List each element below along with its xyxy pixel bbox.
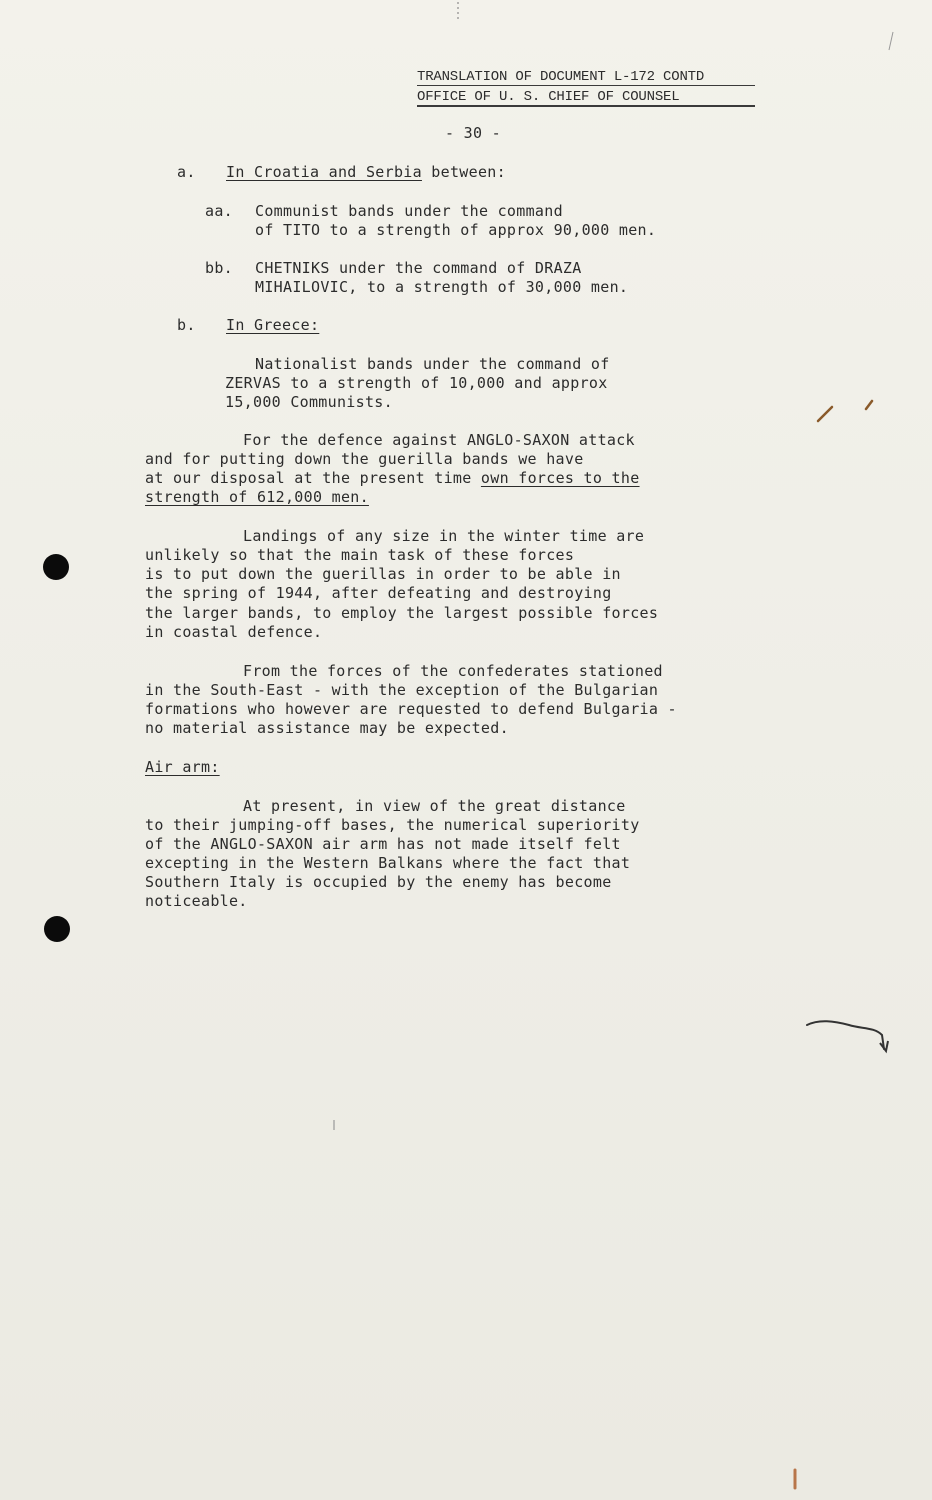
section-b-marker: b.	[177, 316, 196, 334]
section-b-heading: In Greece:	[226, 316, 320, 334]
confederates-line-2: in the South-East - with the exception of the Bulgarian	[145, 681, 659, 699]
defence-line-3-underlined: own forces to the	[480, 469, 640, 487]
punch-hole-icon	[43, 554, 69, 580]
landings-line-5: the larger bands, to employ the largest possible forces	[145, 604, 659, 622]
confederates-line-3: formations who however are requested to defend Bulgaria -	[145, 700, 677, 718]
header-rule-1	[417, 85, 755, 86]
air-arm-line-6: noticeable.	[145, 892, 248, 910]
air-arm-line-3: of the ANGLO-SAXON air arm has not made itself felt	[145, 835, 621, 853]
section-a-heading-tail: between:	[421, 163, 506, 181]
section-a-marker: a.	[177, 163, 196, 181]
section-b-line-1: Nationalist bands under the command of	[255, 355, 610, 373]
landings-line-2: unlikely so that the main task of these forces	[145, 546, 575, 564]
scribble-mark-icon	[804, 1015, 894, 1060]
landings-line-4: the spring of 1944, after defeating and destroying	[145, 584, 612, 602]
defence-line-2: and for putting down the guerilla bands we have	[145, 450, 584, 468]
header-line-1: TRANSLATION OF DOCUMENT L-172 CONTD	[417, 69, 705, 85]
section-b-line-2: ZERVAS to a strength of 10,000 and approx	[225, 374, 608, 392]
top-mark-icon	[452, 0, 464, 26]
speck-mark-icon	[330, 1118, 338, 1134]
air-arm-line-1: At present, in view of the great distance	[243, 797, 626, 815]
air-arm-line-5: Southern Italy is occupied by the enemy has become	[145, 873, 612, 891]
header-line-2: OFFICE OF U. S. CHIEF OF COUNSEL	[417, 89, 680, 105]
confederates-line-1: From the forces of the confederates stationed	[243, 662, 663, 680]
section-a-heading-text: In Croatia and Serbia	[226, 163, 422, 181]
confederates-line-4: no material assistance may be expected.	[145, 719, 509, 737]
defence-line-3-text: at our disposal at the present time	[145, 469, 481, 487]
landings-line-1: Landings of any size in the winter time are	[243, 527, 645, 545]
bottom-mark-icon	[790, 1468, 800, 1492]
landings-line-3: is to put down the guerillas in order to be able in	[145, 565, 621, 583]
subsection-aa-line-1: Communist bands under the command	[255, 202, 563, 220]
subsection-bb-line-1: CHETNIKS under the command of DRAZA	[255, 259, 582, 277]
punch-hole-icon	[44, 916, 70, 942]
subsection-bb-line-2: MIHAILOVIC, to a strength of 30,000 men.	[255, 278, 629, 296]
header-rule-2	[417, 105, 755, 107]
page-number: - 30 -	[445, 124, 501, 142]
subsection-aa-marker: aa.	[205, 202, 233, 220]
air-arm-line-4: excepting in the Western Balkans where the fact that	[145, 854, 631, 872]
defence-line-4: strength of 612,000 men.	[145, 488, 369, 506]
air-arm-heading: Air arm:	[145, 758, 220, 776]
corner-mark-icon	[885, 30, 897, 54]
pencil-mark-icon	[810, 395, 880, 425]
subsection-bb-marker: bb.	[205, 259, 233, 277]
defence-line-1: For the defence against ANGLO-SAXON attack	[243, 431, 635, 449]
defence-line-3	[145, 469, 640, 488]
section-a-heading	[226, 163, 506, 182]
section-b-line-3: 15,000 Communists.	[225, 393, 393, 411]
subsection-aa-line-2: of TITO to a strength of approx 90,000 men.	[255, 221, 657, 239]
landings-line-6: in coastal defence.	[145, 623, 323, 641]
air-arm-line-2: to their jumping-off bases, the numerical superiority	[145, 816, 640, 834]
